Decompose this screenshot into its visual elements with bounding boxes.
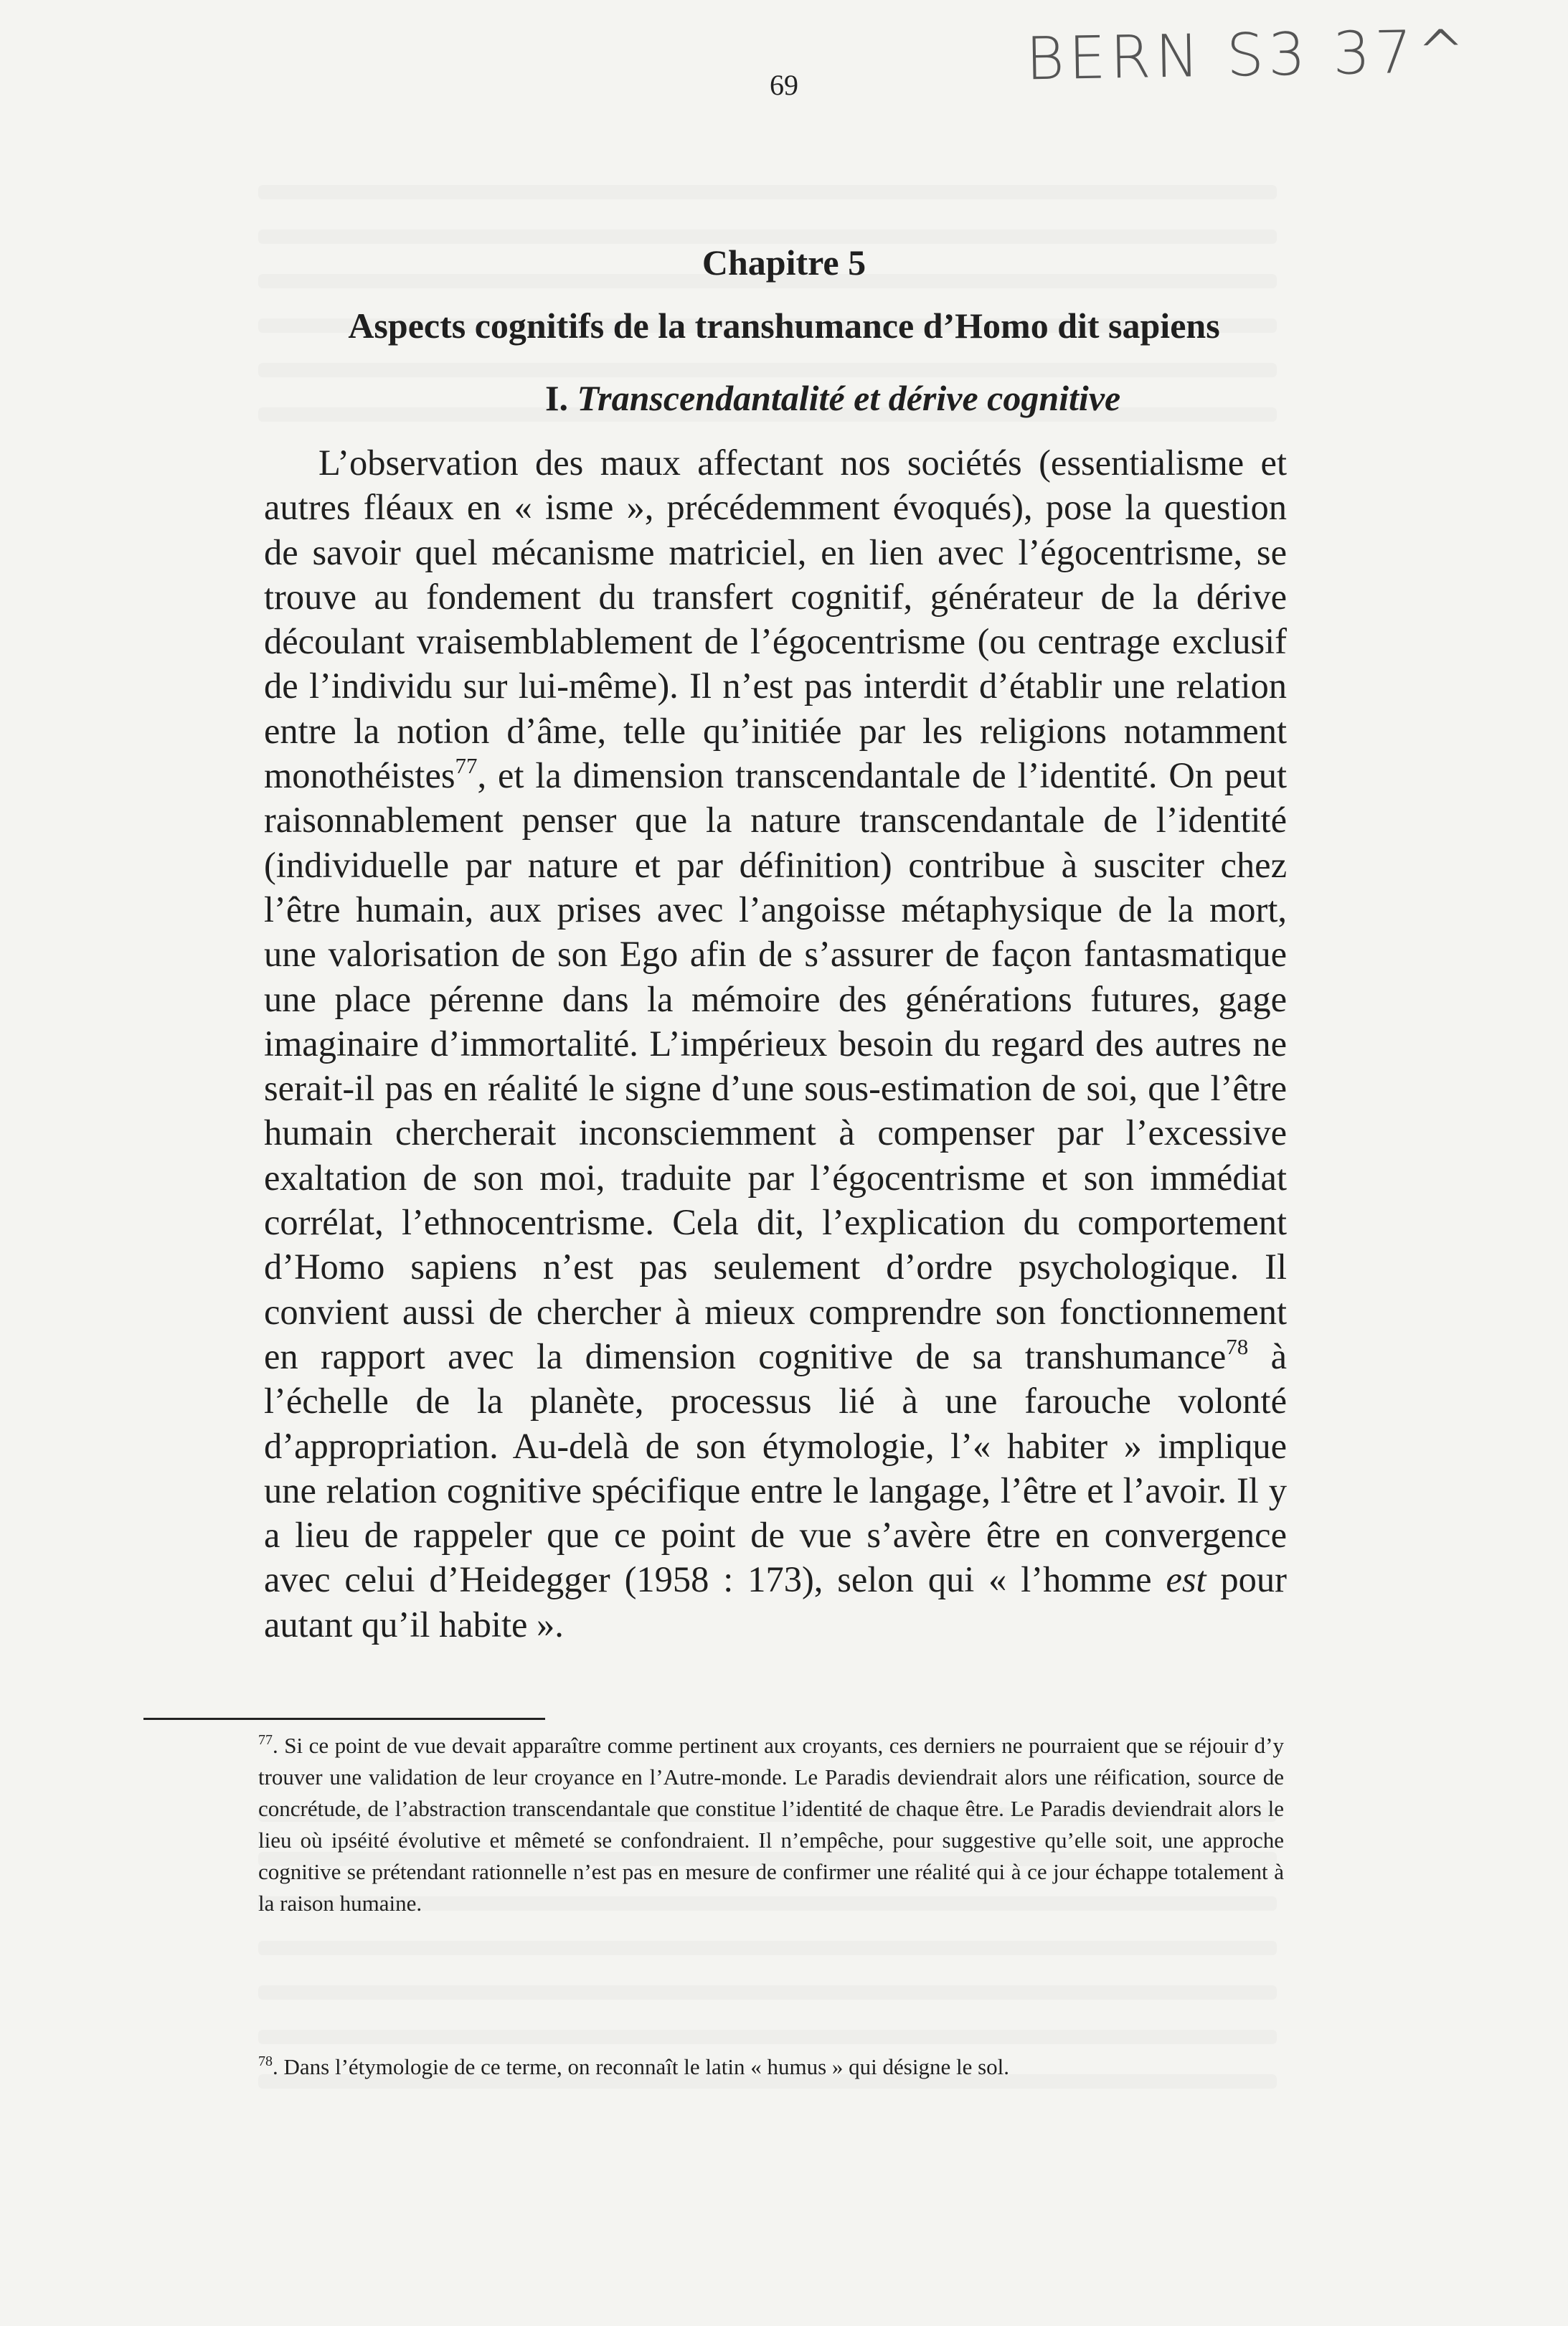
footnote-77 [258, 1730, 1284, 1919]
handwritten-annotation: BERN S3 37^ [1025, 17, 1471, 94]
body-paragraph [264, 440, 1287, 1647]
section-heading [545, 376, 1120, 420]
page-number: 69 [770, 69, 798, 101]
footnote-separator [143, 1718, 545, 1720]
footnote-marker-77: 77 [258, 1732, 273, 1748]
body-text-part3: à l’échelle de la planète, processus lié à une farouche volonté d’appropriation. Au-delà de son étymologie, l’« habiter » implique une relation cognitive spécifique entre le langage, l’être et l’avoir. Il y a lieu de rappeler que ce point de vue s’avère être en convergence avec celui d’Heidegger (1958 : 173), selon qui « l’homme [264, 1335, 1287, 1600]
footnote-text-77: . Si ce point de vue devait apparaître comme pertinent aux croyants, ces derniers ne pourraient que se réjouir d’y trouver une validation de leur croyance en l’Autre-monde. Le Paradis deviendrait alors une réification, source de concrétude, de l’abstraction transcendantale que constitue l’identité de chaque être. Le Paradis deviendrait alors le lieu où ipséité évolutive et mêmeté se confondraient. Il n’empêche, pour suggestive qu’elle soit, une approche cognitive se prétendant rationnelle n’est pas en mesure de confirmer une réalité qui à ce jour échappe totalement à la raison humaine. [258, 1733, 1284, 1916]
section-title: Transcendantalité et dérive cognitive [577, 378, 1121, 418]
footnote-ref-78: 78 [1226, 1333, 1249, 1359]
footnote-text-78: . Dans l’étymologie de ce terme, on reconnaît le latin « humus » qui désigne le sol. [273, 2054, 1010, 2079]
footnote-78 [258, 2051, 1284, 2083]
chapter-subtitle: Aspects cognitifs de la transhumance d’Homo dit sapiens [348, 306, 1220, 346]
body-text-part4: pour autant qu’il habite ». [264, 1559, 1287, 1645]
section-number: I. [545, 378, 568, 418]
footnote-ref-77: 77 [455, 753, 478, 779]
footnote-marker-78: 78 [258, 2053, 273, 2069]
chapter-title: Chapitre 5 [702, 242, 866, 283]
body-text-part2: , et la dimension transcendantale de l’identité. On peut raisonnablement penser que la nature transcendantale de l’identité (individuelle par nature et par définition) contribue à susciter chez l’être humain, aux prises avec l’angoisse métaphysique de la mort, une valorisation de son Ego afin de s’assurer de façon fantasmatique une place pérenne dans la mémoire des générations futures, gage imaginaire d’immortalité. L’impérieux besoin du regard des autres ne serait-il pas en réalité le signe d’une sous-estimation de soi, que l’être humain chercherait inconsciemment à compenser par l’excessive exaltation de son moi, traduite par l’égocentrisme et son immédiat corrélat, l’ethnocentrisme. Cela dit, l’explication du comportement d’Homo sapiens n’est pas seulement d’ordre psychologique. Il convient aussi de chercher à mieux comprendre son fonctionnement en rapport avec la dimension cognitive de sa transhumance [264, 755, 1287, 1376]
body-text-part1: L’observation des maux affectant nos sociétés (essentialisme et autres fléaux en « isme », précédemment évoqués), pose la question de savoir quel mécanisme matriciel, en lien avec l’égocentrisme, se trouve au fondement du transfert cognitif, générateur de la dérive découlant vraisemblablement de l’égocentrisme (ou centrage exclusif de l’individu sur lui-même). Il n’est pas interdit d’établir une relation entre la notion d’âme, telle qu’initiée par les religions notamment monothéistes [264, 443, 1287, 796]
emphasis-est: est [1166, 1559, 1206, 1600]
